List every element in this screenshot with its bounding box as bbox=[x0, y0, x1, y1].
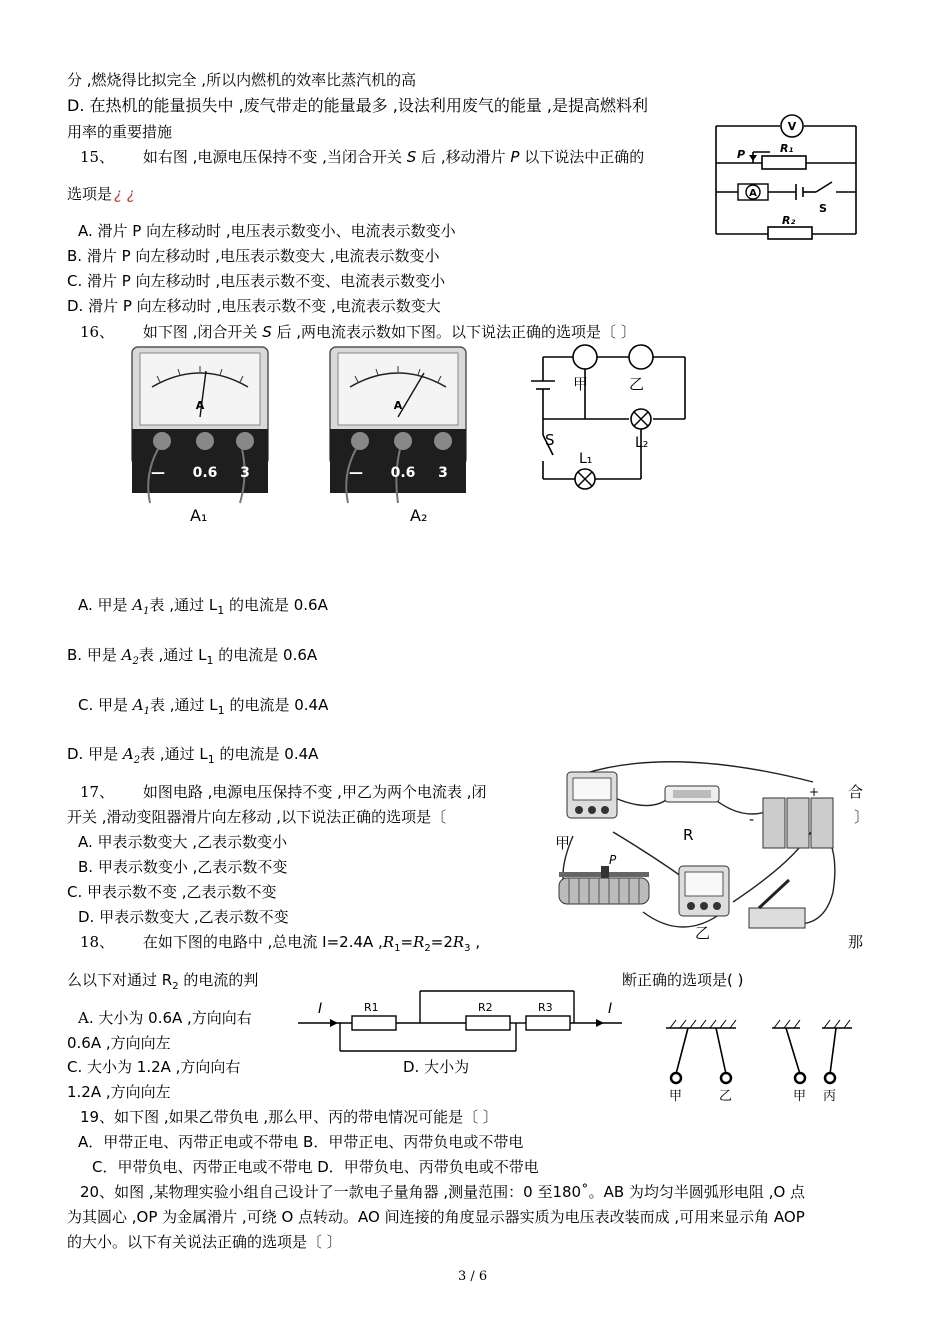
q20-stem-line3: 的大小。以下有关说法正确的选项是〔 〕 bbox=[67, 1233, 342, 1251]
svg-text:3: 3 bbox=[438, 465, 448, 481]
page-number: 3 / 6 bbox=[458, 1269, 488, 1284]
q17-apparatus-figure bbox=[553, 752, 845, 948]
q18-option-d-head: D. 大小为 bbox=[403, 1058, 470, 1076]
q18-option-c: C. 大小为 1.2A ,方向向右 bbox=[67, 1058, 241, 1076]
q17-stem-tail: 合 bbox=[848, 783, 864, 801]
label-v: V bbox=[787, 120, 797, 133]
q20-stem-line1: 20、如图 ,某物理实验小组自己设计了一款电子量角器 ,测量范围：0 至180˚。AB 为均匀半圆弧形电阻 ,O 点 bbox=[80, 1183, 806, 1201]
q17-stem-tail2: 〕 bbox=[854, 808, 870, 826]
svg-text:+: + bbox=[809, 785, 820, 799]
arrow-in-icon bbox=[330, 1019, 338, 1027]
text-line-3: 用率的重要措施 bbox=[67, 123, 173, 141]
q17-stem: 17、 如图电路 ,电源电压保持不变 ,甲乙为两个电流表 ,闭 bbox=[80, 783, 487, 801]
q20-stem-line2: 为其圆心 ,OP 为金属滑片 ,可绕 O 点转动。AO 间连接的角度显示器实质为电压表改装而成 ,可用来显示角 AOP bbox=[67, 1208, 805, 1226]
svg-text:0.6: 0.6 bbox=[390, 465, 416, 481]
svg-text:甲: 甲 bbox=[573, 375, 589, 393]
q19-charge-figure bbox=[660, 1014, 860, 1104]
q17-stem-line2: 开关 ,滑动变阻器滑片向左移动 ,以下说法正确的选项是〔 bbox=[67, 808, 447, 826]
q18-option-a: A. 大小为 0.6A ,方向向右 bbox=[78, 1009, 252, 1027]
svg-text:R1: R1 bbox=[364, 1001, 379, 1014]
q17-option-c: C. 甲表示数不变 ,乙表示数不变 bbox=[67, 883, 277, 901]
svg-text:I: I bbox=[608, 1001, 613, 1017]
ammeter-a1-photo bbox=[130, 345, 270, 505]
svg-text:L₁: L₁ bbox=[579, 451, 593, 467]
text-line-1: 分 ,燃烧得比拟完全 ,所以内燃机的效率比蒸汽机的高 bbox=[67, 71, 417, 89]
label-r1: R₁ bbox=[780, 142, 794, 155]
ammeter-a2-photo bbox=[328, 345, 468, 505]
svg-text:I: I bbox=[318, 1001, 323, 1017]
q16-option-c: C. 甲是 $A_1$表 ,通过 $L_1$ 的电流是 0.4A bbox=[78, 696, 329, 717]
q15-stem-line2: 选项是 ¿ ¿ bbox=[67, 185, 135, 203]
q16-stem: 16、 如下图 ,闭合开关 S 后 ,两电流表示数如下图。以下说法正确的选项是〔 〕 bbox=[80, 323, 636, 341]
q18-stem: 18、 在如下图的电路中 ,总电流 I=2.4A $,R_1=R_2=2R_3$ , bbox=[80, 933, 481, 954]
q15-stem: 15、 如右图 ,电源电压保持不变 ,当闭合开关 S 后 ,移动滑片 P 以下说法中正确的 bbox=[80, 148, 645, 166]
q19-stem: 19、如下图 ,如果乙带负电 ,那么甲、丙的带电情况可能是〔 〕 bbox=[80, 1108, 498, 1126]
terminal-3: 3 bbox=[240, 465, 250, 481]
svg-text:R: R bbox=[683, 826, 694, 844]
slider-arrow-icon bbox=[749, 155, 757, 161]
q17-option-a: A. 甲表示数变大 ,乙表示数变小 bbox=[78, 833, 288, 851]
svg-text:A: A bbox=[393, 399, 403, 412]
arrow-out-icon bbox=[596, 1019, 604, 1027]
q19-options-cd: C．甲带负电、丙带正电或不带电 D．甲带负电、丙带负电或不带电 bbox=[92, 1158, 539, 1176]
svg-text:P: P bbox=[609, 853, 617, 867]
svg-text:乙: 乙 bbox=[629, 375, 645, 393]
q17-option-b: B. 甲表示数变小 ,乙表示数不变 bbox=[78, 858, 288, 876]
svg-text:甲: 甲 bbox=[669, 1089, 683, 1104]
meter-label-a1: A₁ bbox=[190, 506, 208, 525]
ball-bing-icon bbox=[825, 1073, 835, 1083]
q18-stem-line2a: 么以下对通过 $R_2$ 的电流的判 bbox=[67, 971, 259, 992]
q18-circuit-figure bbox=[290, 985, 630, 1057]
svg-text:R3: R3 bbox=[538, 1001, 553, 1014]
q16-circuit-figure bbox=[525, 343, 690, 493]
q15-option-b: B. 滑片 P 向左移动时 ,电压表示数变大 ,电流表示数变小 bbox=[67, 247, 440, 265]
q18-stem-line2b: 断正确的选项是( ) bbox=[622, 971, 744, 989]
q16-option-a: A. 甲是 $A_1$表 ,通过 $L_1$ 的电流是 0.6A bbox=[78, 596, 328, 617]
label-p: P bbox=[737, 148, 746, 161]
q15-option-d: D. 滑片 P 向左移动时 ,电压表示数不变 ,电流表示数变大 bbox=[67, 297, 441, 315]
svg-text:L₂: L₂ bbox=[635, 435, 649, 451]
option-d-prev: D. 在热机的能量损失中 ,废气带走的能量最多 ,设法利用废气的能量 ,是提高燃料利 bbox=[67, 96, 649, 115]
svg-text:A: A bbox=[195, 399, 205, 412]
q15-circuit-figure bbox=[710, 114, 862, 242]
svg-text:-: - bbox=[749, 812, 755, 828]
ball-jia-icon bbox=[671, 1073, 681, 1083]
meter-yi-icon bbox=[629, 345, 653, 369]
q17-option-d: D. 甲表示数变大 ,乙表示数不变 bbox=[78, 908, 289, 926]
svg-text:R2: R2 bbox=[478, 1001, 493, 1014]
q16-option-b: B. 甲是 $A_2$表 ,通过 $L_1$ 的电流是 0.6A bbox=[67, 646, 318, 667]
q15-option-c: C. 滑片 P 向左移动时 ,电压表示数不变、电流表示数变小 bbox=[67, 272, 446, 290]
svg-text:乙: 乙 bbox=[695, 924, 711, 942]
svg-text:丙: 丙 bbox=[823, 1089, 837, 1104]
q18-option-b: 0.6A ,方向向左 bbox=[67, 1034, 171, 1052]
terminal-minus: — bbox=[151, 465, 165, 481]
ball-yi-icon bbox=[721, 1073, 731, 1083]
meter-jia-icon bbox=[573, 345, 597, 369]
q19-options-ab: A．甲带正电、丙带正电或不带电 B．甲带正电、丙带负电或不带电 bbox=[78, 1133, 524, 1151]
label-s: S bbox=[819, 202, 827, 215]
terminal-06: 0.6 bbox=[192, 465, 218, 481]
q15-option-a: A. 滑片 P 向左移动时 ,电压表示数变小、电流表示数变小 bbox=[78, 222, 456, 240]
label-r2: R₂ bbox=[782, 214, 796, 227]
svg-text:乙: 乙 bbox=[719, 1089, 733, 1104]
ball-jia2-icon bbox=[795, 1073, 805, 1083]
svg-text:S: S bbox=[545, 431, 555, 449]
q18-option-d: 1.2A ,方向向左 bbox=[67, 1083, 171, 1101]
meter-label-a2: A₂ bbox=[410, 506, 428, 525]
label-a: A bbox=[749, 188, 757, 199]
q16-option-d: D. 甲是 $A_2$表 ,通过 $L_1$ 的电流是 0.4A bbox=[67, 745, 319, 766]
svg-text:—: — bbox=[349, 465, 363, 481]
svg-text:甲: 甲 bbox=[793, 1089, 807, 1104]
q18-stem-tail: 那 bbox=[848, 933, 864, 951]
svg-text:甲: 甲 bbox=[555, 834, 571, 852]
